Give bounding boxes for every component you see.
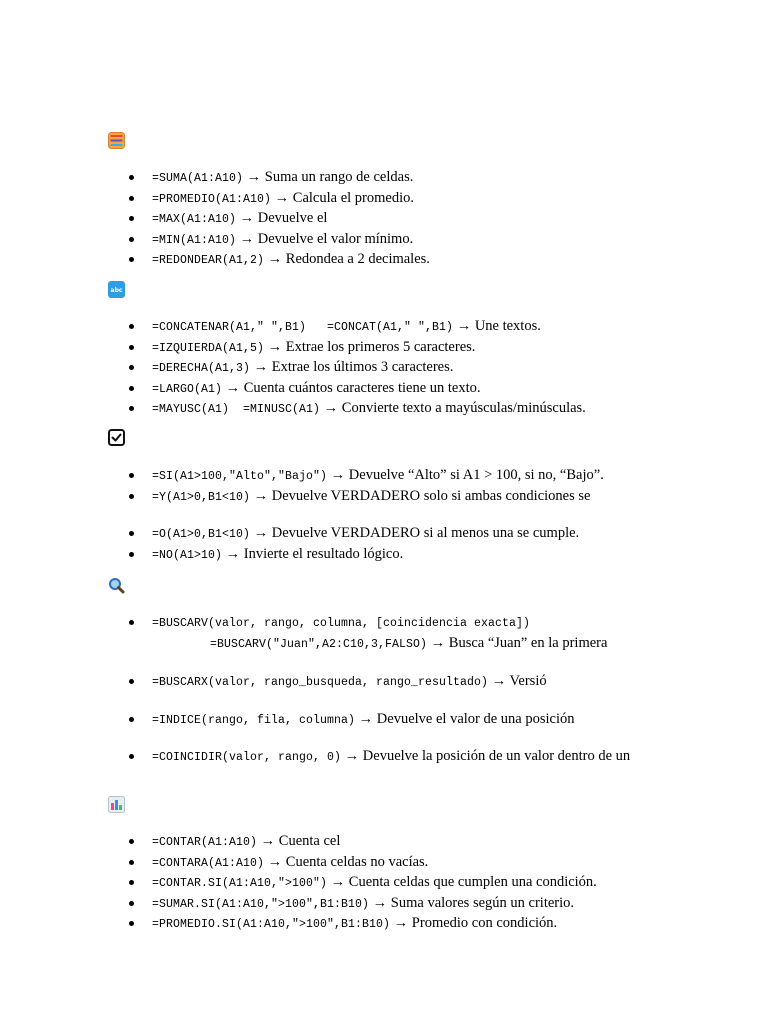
svg-text:abc: abc [110, 287, 123, 294]
formula-code: =SUMA(A1:A10) [152, 172, 244, 185]
formula-description: → Versió [488, 673, 547, 689]
list-item [108, 832, 748, 853]
formula-code: =CONTAR.SI(A1:A10,">100") [152, 877, 328, 890]
formula-description: → Devuelve el [236, 210, 328, 226]
formula-code: =Y(A1>0,B1<10) [152, 490, 251, 504]
formula-description: → Redondea a 2 decimales. [264, 251, 430, 267]
logic-functions-list [108, 466, 748, 565]
list-item [108, 524, 748, 545]
list-item [108, 747, 748, 768]
formula-description: → Devuelve “Alto” si A1 > 100, si no, “Bajo”. [327, 467, 604, 483]
list-item [108, 672, 748, 693]
formula-code: =CONTAR(A1:A10) [152, 836, 258, 849]
basic-functions-list [108, 168, 748, 271]
formula-code: =SI(A1>100,"Alto","Bajo") [152, 470, 328, 483]
formula-description: → Suma un rango de celdas. [243, 169, 414, 185]
formula-description: → Cuenta cel [257, 833, 341, 849]
formula-code: =COINCIDIR(valor, rango, 0) [152, 751, 342, 764]
statistics-functions-list [108, 832, 748, 935]
formula-code: =IZQUIERDA(A1,5) [152, 341, 265, 355]
formula-description: → Convierte texto a mayúsculas/minúsculas. [320, 400, 586, 416]
list-item [108, 317, 748, 338]
example-code: =BUSCARV("Juan",A2:C10,3,FALSO) [210, 637, 428, 651]
list-item [108, 710, 748, 731]
list-item [108, 894, 748, 915]
formula-description: → Promedio con condición. [390, 915, 558, 931]
list-item [108, 545, 748, 566]
list-item [108, 250, 748, 271]
formula-code: =PROMEDIO.SI(A1:A10,">100",B1:B10) [152, 918, 391, 931]
formula-example [152, 634, 748, 655]
formula-description: → Devuelve VERDADERO si al menos una se cumple. [250, 525, 580, 541]
bar-chart-icon [108, 796, 125, 813]
formula-code: =REDONDEAR(A1,2) [152, 254, 265, 267]
formula-description: → Suma valores según un criterio. [369, 894, 575, 911]
abacus-icon [108, 132, 125, 149]
formula-description: → Extrae los primeros 5 caracteres. [264, 338, 476, 355]
list-item [108, 914, 748, 935]
formula-description: → Cuenta celdas no vacías. [264, 853, 429, 870]
formula-code: =MAX(A1:A10) [152, 213, 237, 226]
formula-code: =INDICE(rango, fila, columna) [152, 713, 356, 727]
list-item [108, 853, 748, 874]
formula-code: =SUMAR.SI(A1:A10,">100",B1:B10) [152, 897, 370, 911]
list-item [108, 873, 748, 894]
formula-description: → Cuenta celdas que cumplen una condición. [327, 874, 597, 890]
list-item [108, 487, 748, 508]
formula-code: =MAYUSC(A1) =MINUSC(A1) [152, 403, 321, 416]
formula-code: =NO(A1>10) [152, 548, 223, 562]
formula-code: =LARGO(A1) [152, 382, 223, 396]
list-item [108, 338, 748, 359]
abc-icon [108, 281, 125, 298]
magnifier-icon [108, 577, 125, 594]
list-item [108, 230, 748, 251]
formula-code: =O(A1>0,B1<10) [152, 528, 251, 541]
list-item [108, 168, 748, 189]
formula-code: =CONTARA(A1:A10) [152, 856, 265, 870]
list-item [108, 209, 748, 230]
formula-description: → Cuenta cuántos caracteres tiene un texto. [222, 379, 481, 396]
list-item [108, 189, 748, 210]
list-item [108, 358, 748, 379]
text-functions-list [108, 317, 748, 420]
formula-code: =MIN(A1:A10) [152, 233, 237, 247]
list-item [108, 613, 748, 654]
formula-code: =BUSCARV(valor, rango, columna, [coincidencia exacta]) [152, 617, 531, 630]
example-description: → Busca “Juan” en la primera [427, 634, 608, 651]
formula-description: → Extrae los últimos 3 caracteres. [250, 359, 454, 375]
formula-description: → Devuelve el valor de una posición [355, 710, 575, 727]
list-item [108, 466, 748, 487]
list-item [108, 379, 748, 400]
formula-description: → Une textos. [453, 318, 541, 334]
formula-description: → Invierte el resultado lógico. [222, 545, 404, 562]
formula-code: =CONCATENAR(A1," ",B1) =CONCAT(A1," ",B1) [152, 321, 454, 334]
formula-description: → Calcula el promedio. [271, 189, 414, 206]
formula-description: → Devuelve la posición de un valor dentro de un [341, 748, 631, 764]
formula-code: =PROMEDIO(A1:A10) [152, 192, 272, 206]
list-item [108, 399, 748, 420]
formula-description: → Devuelve VERDADERO solo si ambas condiciones se [250, 487, 591, 504]
lookup-functions-list [108, 613, 748, 768]
checkbox-icon [108, 429, 125, 446]
formula-code: =BUSCARX(valor, rango_busqueda, rango_resultado) [152, 676, 489, 689]
formula-code: =DERECHA(A1,3) [152, 362, 251, 375]
formula-description: → Devuelve el valor mínimo. [236, 230, 414, 247]
